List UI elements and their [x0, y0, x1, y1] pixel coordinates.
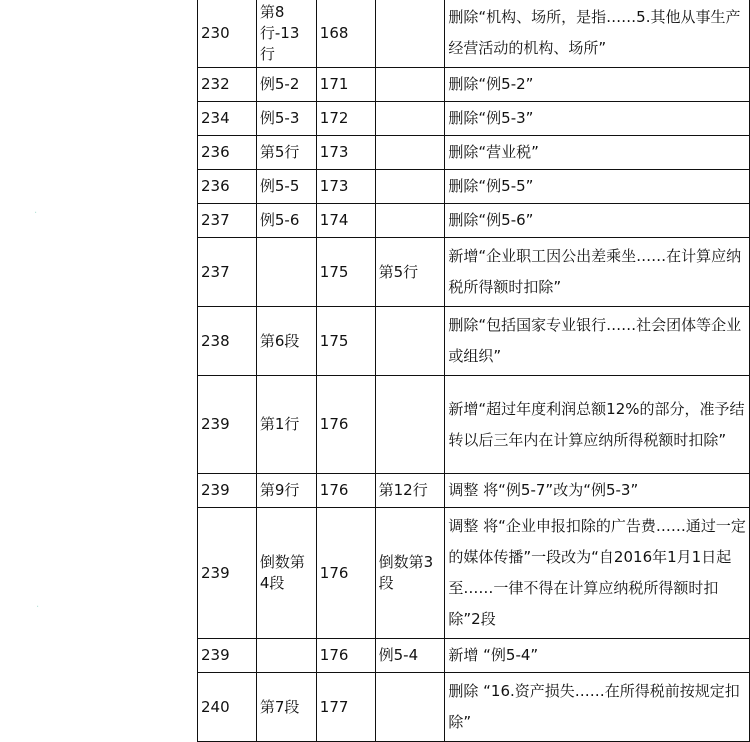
- original-location-cell: 例5-6: [256, 204, 316, 238]
- new-location-cell: [375, 376, 445, 474]
- change-description-cell: 删除“营业税”: [445, 136, 750, 170]
- change-description-cell: 删除“例5-6”: [445, 204, 750, 238]
- speck-mark: ·: [36, 602, 40, 613]
- new-page-cell: 172: [316, 102, 375, 136]
- original-location-cell: 第7段: [256, 673, 316, 742]
- table-row: [198, 136, 750, 170]
- change-description-cell: 删除“包括国家专业银行……社会团体等企业或组织”: [445, 307, 750, 376]
- new-page-cell: 173: [316, 170, 375, 204]
- original-location-cell: 倒数第4段: [256, 508, 316, 639]
- original-location-cell: [256, 238, 316, 307]
- new-page-cell: 177: [316, 673, 375, 742]
- new-location-cell: 倒数第3段: [375, 508, 445, 639]
- errata-table: [197, 0, 750, 742]
- original-page-cell: 230: [198, 0, 257, 68]
- new-page-cell: 175: [316, 307, 375, 376]
- original-page-cell: 239: [198, 639, 257, 673]
- original-page-cell: 236: [198, 136, 257, 170]
- original-page-cell: 240: [198, 673, 257, 742]
- new-location-cell: 第12行: [375, 474, 445, 508]
- new-location-cell: [375, 102, 445, 136]
- new-page-cell: 176: [316, 474, 375, 508]
- original-page-cell: 239: [198, 508, 257, 639]
- original-location-cell: [256, 639, 316, 673]
- original-page-cell: 239: [198, 376, 257, 474]
- original-page-cell: 237: [198, 204, 257, 238]
- new-page-cell: 173: [316, 136, 375, 170]
- change-description-cell: 新增 “例5-4”: [445, 639, 750, 673]
- original-page-cell: 238: [198, 307, 257, 376]
- original-location-cell: 例5-3: [256, 102, 316, 136]
- original-location-cell: 例5-2: [256, 68, 316, 102]
- speck-mark: ·: [34, 208, 38, 219]
- original-location-cell: 第5行: [256, 136, 316, 170]
- table-row: [198, 673, 750, 742]
- new-location-cell: [375, 673, 445, 742]
- table-row: [198, 102, 750, 136]
- table-row: [198, 238, 750, 307]
- new-location-cell: [375, 204, 445, 238]
- new-location-cell: 例5-4: [375, 639, 445, 673]
- change-description-cell: 删除“例5-2”: [445, 68, 750, 102]
- new-location-cell: [375, 136, 445, 170]
- new-page-cell: 171: [316, 68, 375, 102]
- change-description-cell: 删除 “16.资产损失……在所得税前按规定扣除”: [445, 673, 750, 742]
- table-row: [198, 0, 750, 68]
- new-location-cell: [375, 307, 445, 376]
- table-row: [198, 68, 750, 102]
- original-page-cell: 236: [198, 170, 257, 204]
- change-description-cell: 调整 将“例5-7”改为“例5-3”: [445, 474, 750, 508]
- new-page-cell: 176: [316, 376, 375, 474]
- table-row: [198, 639, 750, 673]
- original-page-cell: 237: [198, 238, 257, 307]
- new-page-cell: 174: [316, 204, 375, 238]
- new-page-cell: 175: [316, 238, 375, 307]
- change-description-cell: 新增“企业职工因公出差乘坐……在计算应纳税所得额时扣除”: [445, 238, 750, 307]
- original-location-cell: 第9行: [256, 474, 316, 508]
- new-location-cell: [375, 0, 445, 68]
- original-location-cell: 例5-5: [256, 170, 316, 204]
- new-location-cell: [375, 170, 445, 204]
- change-description-cell: 新增“超过年度利润总额12%的部分，准予结转以后三年内在计算应纳所得税额时扣除”: [445, 376, 750, 474]
- new-page-cell: 168: [316, 0, 375, 68]
- original-page-cell: 232: [198, 68, 257, 102]
- table-row: [198, 204, 750, 238]
- errata-table-body: [198, 0, 750, 742]
- original-location-cell: 第6段: [256, 307, 316, 376]
- change-description-cell: 删除“例5-5”: [445, 170, 750, 204]
- original-location-cell: 第1行: [256, 376, 316, 474]
- table-row: [198, 307, 750, 376]
- original-page-cell: 234: [198, 102, 257, 136]
- new-page-cell: 176: [316, 508, 375, 639]
- new-location-cell: [375, 68, 445, 102]
- change-description-cell: 删除“例5-3”: [445, 102, 750, 136]
- original-location-cell: 第8行-13行: [256, 0, 316, 68]
- original-page-cell: 239: [198, 474, 257, 508]
- table-row: [198, 508, 750, 639]
- table-row: [198, 474, 750, 508]
- table-row: [198, 376, 750, 474]
- table-row: [198, 170, 750, 204]
- new-page-cell: 176: [316, 639, 375, 673]
- change-description-cell: 调整 将“企业申报扣除的广告费……通过一定的媒体传播”一段改为“自2016年1月1日起至……一律不得在计算应纳税所得额时扣除”2段: [445, 508, 750, 639]
- change-description-cell: 删除“机构、场所，是指……5.其他从事生产经营活动的机构、场所”: [445, 0, 750, 68]
- new-location-cell: 第5行: [375, 238, 445, 307]
